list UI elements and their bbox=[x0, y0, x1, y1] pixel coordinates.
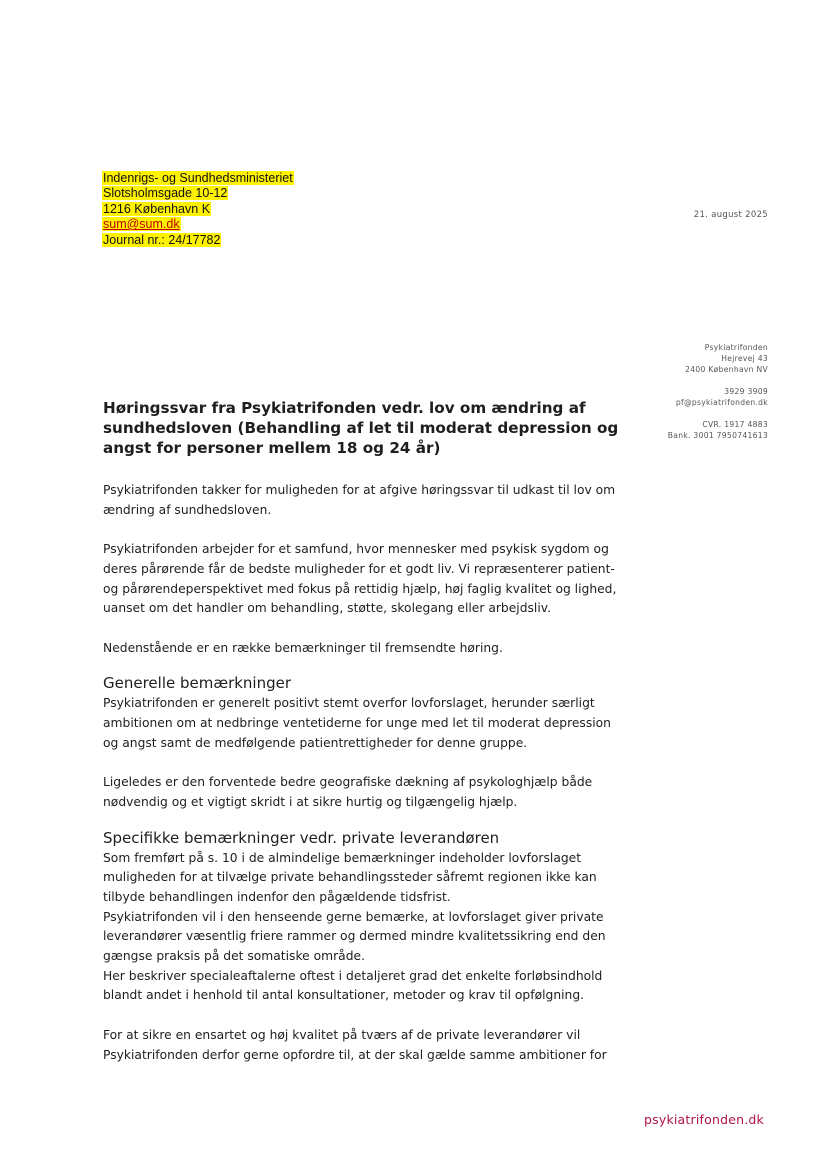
heading-specific-remarks: Specifikke bemærkninger vedr. private leverandøren bbox=[103, 828, 500, 847]
recipient-journal: Journal nr.: 24/17782 bbox=[103, 232, 221, 247]
sender-bank: Bank. 3001 7950741613 bbox=[667, 431, 768, 440]
letter-title: Høringssvar fra Psykiatrifonden vedr. lov om ændring af sundhedsloven (Behandling af let til moderat depression og angst for personer mellem 18 og 24 år) bbox=[103, 399, 619, 457]
recipient-street: Slotsholmsgade 10-12 bbox=[103, 186, 228, 201]
recipient-address bbox=[102, 171, 294, 248]
heading-general-remarks: Generelle bemærkninger bbox=[103, 674, 292, 693]
letter-date: 21. august 2025 bbox=[693, 210, 768, 220]
sender-phone: 3929 3909 bbox=[724, 387, 768, 396]
recipient-city: 1216 København K bbox=[103, 201, 211, 216]
paragraph-specific: Som fremført på s. 10 i de almindelige bemærkninger indeholder lovforslaget muligheden for at tilvælge private behandlingssteder såfremt regionen ikke kan tilbyde behandlingen indenfor den pågældende tidsfrist. Psykiatrifonden vil i den henseende gerne bemærke, at lovforslaget giver private leverandører væsentlig friere rammer og dermed mindre kvalitetssikring end den gængse praksis på det somatiske område. Her beskriver specialeaftalerne oftest i detaljeret grad det enkelte forløbsindhold blandt andet i henhold til antal konsultationer, metoder og krav til opfølgning. bbox=[103, 850, 606, 1003]
paragraph-remarks-intro: Nedenstående er en række bemærkninger til fremsendte høring. bbox=[103, 640, 503, 655]
paragraph-intro: Psykiatrifonden takker for muligheden for at afgive høringssvar til udkast til lov om ændring af sundhedsloven. bbox=[103, 483, 616, 517]
sender-cvr: CVR. 1917 4883 bbox=[702, 420, 768, 429]
footer-brand: psykiatrifonden.dk bbox=[644, 1112, 764, 1127]
paragraph-general: Psykiatrifonden er generelt positivt stemt overfor lovforslaget, herunder særligt ambitionen om at nedbringe ventetiderne for unge med let til moderat depression og angst samt de medfølgende patientrettigheder for denne gruppe. bbox=[103, 696, 611, 750]
recipient-email-link[interactable]: sum@sum.dk bbox=[103, 217, 180, 232]
letter-body bbox=[103, 481, 623, 1065]
recipient-org: Indenrigs- og Sundhedsministeriet bbox=[103, 171, 293, 185]
sender-city: 2400 København NV bbox=[685, 365, 768, 374]
sender-email: pf@psykiatrifonden.dk bbox=[675, 398, 768, 407]
paragraph-about: Psykiatrifonden arbejder for et samfund, hvor mennesker med psykisk sygdom og deres pårørende får de bedste muligheder for et godt liv. Vi repræsenterer patient- og pårørendeperspektivet med fokus på rettidig hjælp, høj faglig kvalitet og lighed, uanset om det handler om behandling, støtte, skolegang eller arbejdsliv. bbox=[103, 542, 617, 616]
paragraph-recommendation: For at sikre en ensartet og høj kvalitet på tværs af de private leverandører vil Psykiatrifonden derfor gerne opfordre til, at der skal gælde samme ambitioner for bbox=[103, 1027, 607, 1062]
sender-street: Hejrevej 43 bbox=[721, 354, 768, 363]
sender-name: Psykiatrifonden bbox=[704, 343, 768, 352]
paragraph-geographic: Ligeledes er den forventede bedre geografiske dækning af psykologhjælp både nødvendig og et vigtigt skridt i at sikre hurtig og tilgængelig hjælp. bbox=[103, 775, 593, 809]
